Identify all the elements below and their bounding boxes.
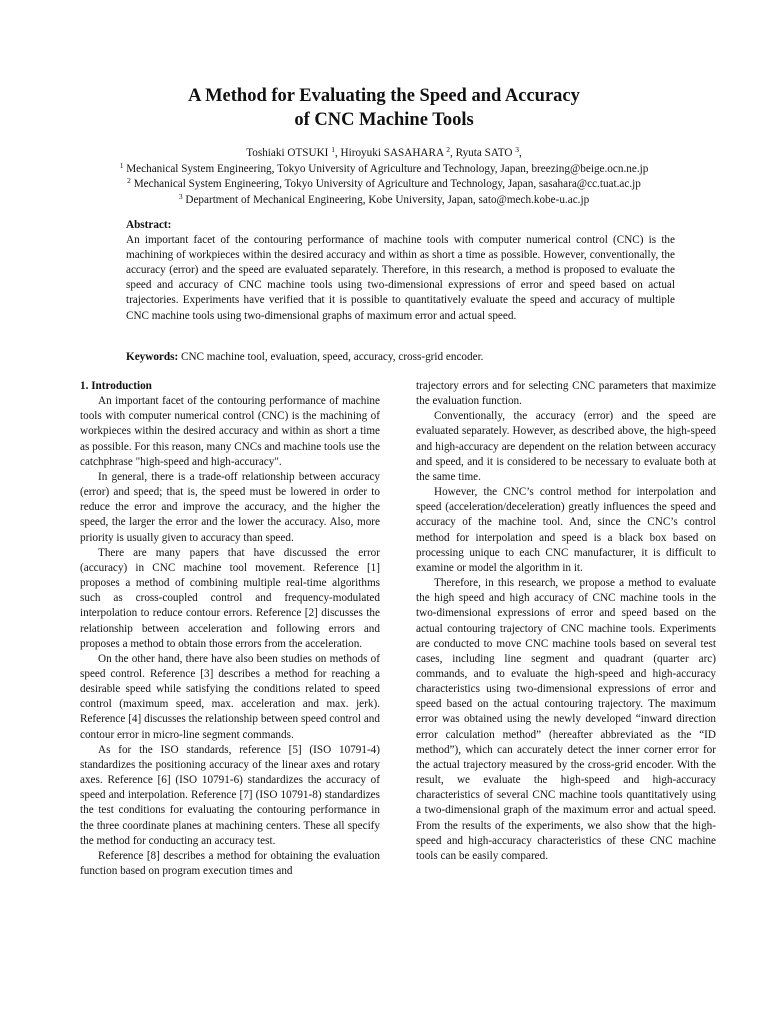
abstract-text: An important facet of the contouring performance of machine tools with computer numerical control (CNC) is the machining of workpieces within the desired accuracy and within as short a time as possible. However, conventionally, the accuracy (error) and the speed are evaluated separately. Therefore, in this research, a method is proposed to evaluate the speed and accuracy of CNC machine tools using two-dimensional expressions of error and speed based on actual trajectories. Experiments have verified that it is possible to quantitatively evaluate the speed and accuracy of multiple CNC machine tools using two-dimensional graphs of maximum error and actual speed. (126, 234, 675, 322)
paragraph: As for the ISO standards, reference [5] (ISO 10791-4) standardizes the positioning accuracy of the linear axes and rotary axes. Reference [6] (ISO 10791-6) standardizes the accuracy of speed and interpolation. Reference [7] (ISO 10791-8) standardizes the test conditions for evaluating the contouring performance in the three coordinate planes at machining centers. These all specify the method for conducting an accuracy test. (80, 743, 380, 847)
paragraph: Therefore, in this research, we propose a method to evaluate the high speed and high accuracy of CNC machine tools in the two-dimensional expressions of error and speed based on the actual contouring trajectory of CNC machine tools. Experiments are conducted to move CNC machine tools based on several test cases, including line segment and quadrant (quarter arc) commands, and to evaluate the high-speed and high-accuracy characteristics using two-dimensional expressions of error and speed based on the actual contouring trajectory. The maximum error was obtained using the newly developed “inward direction error calculation method” (hereafter abbreviated as the “ID method”), which can accurately detect the inner corner error for the actual trajectory measured by the cross-grid encoder. With the result, we evaluate the high-speed and high-accuracy characteristics of several CNC machine tools quantitatively using a two-dimensional graph of the maximum error and actual speed. From the results of the experiments, we also show that the high-speed and high-accuracy characteristics of these CNC machine tools can be easily compared. (416, 577, 716, 862)
author-mark: 3 (515, 145, 519, 154)
paragraph: An important facet of the contouring performance of machine tools with computer numerical control (CNC) is the machining of workpieces within the desired accuracy and within as short a time as possible. For this reason, many CNCs and machine tools use the catchphrase "high-speed and high-accuracy". (80, 395, 380, 468)
author-tail: , (518, 147, 522, 159)
paragraph: Reference [8] describes a method for obtaining the evaluation function based on program execution times and (80, 849, 380, 877)
author-name: , Ryuta SATO (449, 147, 516, 159)
affiliation-2 (0, 177, 768, 193)
author-mark: 2 (446, 145, 450, 154)
affiliation-mark: 1 (119, 160, 124, 170)
paragraph: On the other hand, there have also been studies on methods of speed control. Reference [3] describes a method for reaching a desirable speed while satisfying the conditions related to speed control (maximum speed, max. acceleration and max. jerk). Reference [4] discusses the relationship between speed control and contour error in micro-line segment commands. (80, 652, 380, 741)
abstract-heading: Abstract: (126, 219, 172, 231)
left-column (80, 379, 380, 879)
paragraph: In general, there is a trade-off relationship between accuracy (error) and speed; that is, the speed must be lowered in order to reduce the error and improve the accuracy, and the higher the speed, the larger the error and the lower the accuracy. Also, more priority is usually given to accuracy than speed. (80, 470, 380, 544)
paper-title (0, 84, 768, 132)
affiliation-text: Mechanical System Engineering, Tokyo University of Agriculture and Technology, Japan, breezing@beige.ocn.ne.jp (126, 162, 649, 175)
title-line-1: A Method for Evaluating the Speed and Accuracy (188, 86, 580, 106)
affiliation-text: Department of Mechanical Engineering, Kobe University, Japan, sato@mech.kobe-u.ac.jp (185, 193, 590, 206)
author-mark: 1 (331, 145, 335, 154)
paragraph: Conventionally, the accuracy (error) and the speed are evaluated separately. However, as described above, the high-speed and high-accuracy are dependent on the relation between accuracy and speed, and it is considered to be necessary to evaluate both at the same time. (416, 410, 716, 483)
affiliation-mark: 3 (178, 191, 183, 201)
paragraph: However, the CNC’s control method for interpolation and speed (acceleration/deceleration) greatly influences the speed and accuracy of the machine tool. And, since the CNC’s control method for interpolation and speed is a black box based on processing unique to each CNC manufacturer, it is difficult to examine or model the algorithm in it. (416, 486, 716, 574)
author-block (0, 146, 768, 208)
affiliation-text: Mechanical System Engineering, Tokyo University of Agriculture and Technology, Japan, sasahara@cc.tuat.ac.jp (133, 178, 641, 190)
section-title-introduction: 1. Introduction (80, 380, 152, 392)
author-name: , Hiroyuki SASAHARA (334, 147, 447, 159)
paragraph: There are many papers that have discussed the error (accuracy) in CNC machine tool movement. Reference [1] proposes a method of combining multiple real-time algorithms such as cross-coupled control and frequency-modulated interpolation to reduce contour errors. Reference [2] discusses the relationship between acceleration and following errors and proposes a method to obtain those errors from the acceleration. (80, 546, 380, 650)
keywords-text: CNC machine tool, evaluation, speed, accuracy, cross-grid encoder. (178, 351, 484, 363)
author-line (0, 146, 768, 162)
abstract (126, 218, 675, 324)
affiliation-3 (0, 193, 768, 209)
right-column (416, 379, 716, 864)
keywords-label: Keywords: (126, 351, 179, 363)
author-name: Toshiaki OTSUKI (246, 147, 332, 159)
paragraph-continuation: trajectory errors and for selecting CNC parameters that maximize the evaluation function. (416, 380, 716, 408)
keywords (126, 350, 675, 365)
affiliation-1 (0, 162, 768, 178)
affiliation-mark: 2 (127, 176, 131, 185)
title-line-2: of CNC Machine Tools (294, 110, 474, 130)
